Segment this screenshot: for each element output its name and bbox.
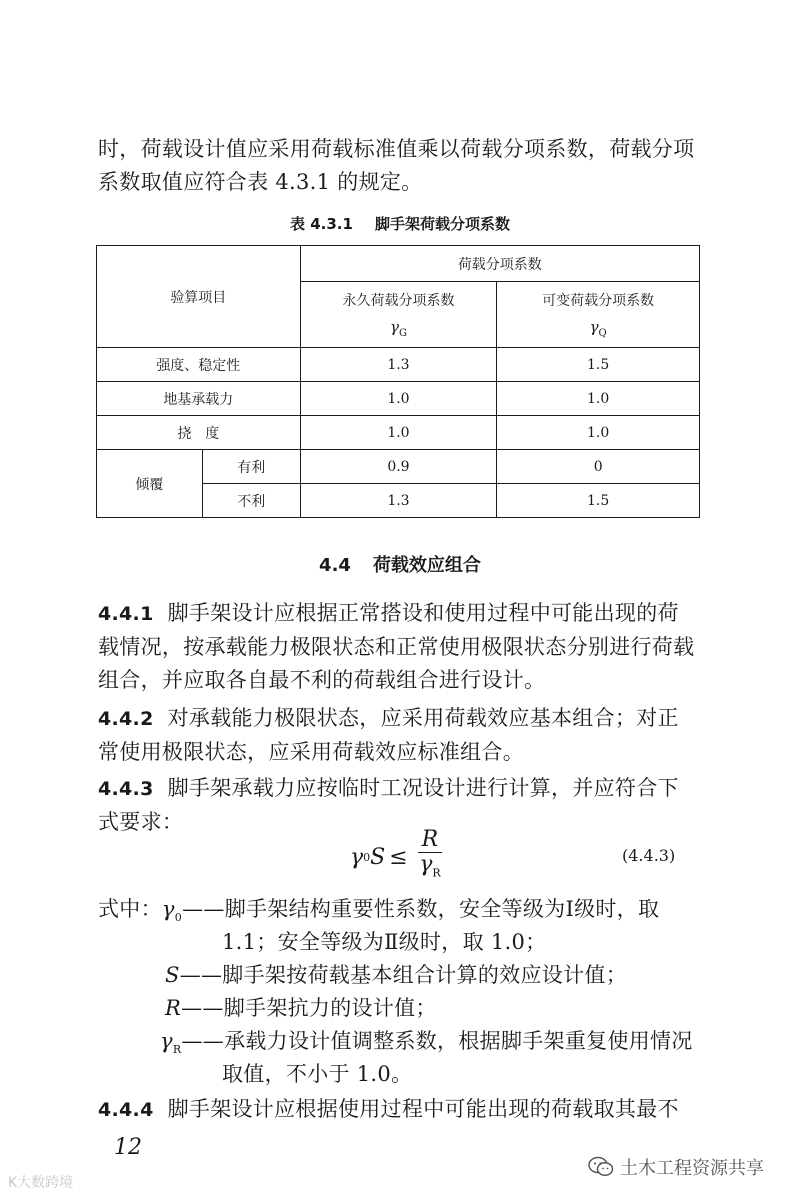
header-check-item: 验算项目 — [97, 246, 301, 348]
gamma-q-symbol: $\gamma_Q$ — [589, 318, 607, 339]
row-gamma-q: 0 — [497, 450, 700, 484]
clause-number: 4.4.1 — [98, 603, 154, 625]
clause-line: 对承载能力极限状态，应采用荷载效应基本组合；对正 — [167, 706, 679, 730]
row-item: 有利 — [202, 450, 300, 484]
watermark-left: K大数跨境 — [8, 1175, 74, 1191]
clause-4-4-2 — [98, 702, 702, 769]
clause-line: 常使用极限状态，应采用荷载效应标准组合。 — [98, 740, 524, 764]
table-row — [97, 382, 700, 416]
definition-gammaR-cont: 取值，不小于 1.0。 — [222, 1062, 413, 1086]
row-gamma-q: 1.5 — [497, 484, 700, 518]
clause-4-4-3 — [98, 772, 702, 839]
row-gamma-q: 1.5 — [497, 348, 700, 382]
formula-number: (4.4.3) — [622, 846, 676, 865]
formula-numerator: R — [418, 828, 443, 853]
definition-R: R——脚手架抗力的设计值； — [165, 996, 437, 1020]
row-gamma-g: 1.3 — [300, 348, 497, 382]
clause-line: 脚手架设计应根据使用过程中可能出现的荷载取其最不 — [167, 1097, 679, 1121]
definition-S: S——脚手架按荷载基本组合计算的效应设计值； — [165, 963, 627, 987]
clause-number: 4.4.4 — [98, 1099, 154, 1121]
section-heading: 荷载效应组合 — [372, 555, 481, 576]
formula-S: S — [370, 844, 386, 870]
definition-gammaR: $\gamma_R——$承载力设计值调整系数，根据脚手架重复使用情况 — [160, 1029, 693, 1057]
row-gamma-g: 1.0 — [300, 416, 497, 450]
formula-sub-0: 0 — [363, 850, 371, 864]
intro-line-2: 系数取值应符合表 4.3.1 的规定。 — [98, 170, 423, 194]
formula-denominator: $\gamma_R$ — [419, 852, 441, 880]
row-item: 挠 度 — [97, 416, 301, 450]
clause-4-4-4 — [98, 1093, 702, 1127]
watermark-right-text: 土木工程资源共享 — [620, 1158, 764, 1179]
definition-gamma0-cont: 1.1；安全等级为Ⅱ级时，取 1.0； — [222, 930, 547, 954]
intro-line-1: 时，荷载设计值应采用荷载标准值乘以荷载分项系数，荷载分项 — [98, 137, 695, 161]
header-variable-label: 可变荷载分项系数 — [542, 293, 655, 309]
header-factor-group: 荷载分项系数 — [300, 246, 699, 282]
table-row — [97, 416, 700, 450]
section-title — [0, 551, 800, 577]
row-gamma-q: 1.0 — [497, 382, 700, 416]
formula-leq: ≤ — [389, 844, 408, 870]
table-title — [0, 213, 800, 234]
row-item: 地基承载力 — [97, 382, 301, 416]
row-gamma-g: 1.3 — [300, 484, 497, 518]
row-overturn-label: 倾覆 — [97, 450, 203, 518]
gamma-g-symbol: $\gamma_G$ — [389, 318, 407, 339]
row-gamma-g: 1.0 — [300, 382, 497, 416]
definition-gamma0: 式中：$\gamma_0——$脚手架结构重要性系数，安全等级为Ⅰ级时，取 — [98, 897, 660, 925]
clause-number: 4.4.3 — [98, 778, 154, 800]
watermark-right — [588, 1152, 793, 1182]
header-variable — [497, 282, 700, 348]
formula-fraction — [418, 828, 443, 885]
formula-4-4-3 — [350, 827, 442, 882]
wechat-icon — [588, 1156, 614, 1178]
table-number: 表 4.3.1 — [290, 215, 353, 233]
section-number: 4.4 — [319, 555, 351, 576]
table-row — [97, 450, 700, 484]
header-permanent-label: 永久荷载分项系数 — [342, 293, 455, 309]
row-item: 强度、稳定性 — [97, 348, 301, 382]
formula-gamma: γ — [350, 844, 364, 870]
load-factor-table — [96, 245, 700, 518]
row-item: 不利 — [202, 484, 300, 518]
table-caption: 脚手架荷载分项系数 — [374, 215, 510, 233]
row-gamma-g: 0.9 — [300, 450, 497, 484]
page-number: 12 — [114, 1135, 142, 1160]
table-row — [97, 348, 700, 382]
clause-4-4-1 — [98, 597, 702, 697]
clause-number: 4.4.2 — [98, 708, 154, 730]
clause-line: 脚手架设计应根据正常搭设和使用过程中可能出现的荷 — [167, 601, 679, 625]
row-gamma-q: 1.0 — [497, 416, 700, 450]
clause-line: 组合，并应取各自最不利的荷载组合进行设计。 — [98, 668, 546, 692]
clause-line: 脚手架承载力应按临时工况设计进行计算，并应符合下 — [167, 776, 679, 800]
header-permanent — [300, 282, 497, 348]
intro-paragraph — [98, 133, 702, 199]
clause-line: 载情况，按承载能力极限状态和正常使用极限状态分别进行荷载 — [98, 635, 695, 659]
clause-line: 式要求： — [98, 810, 184, 834]
